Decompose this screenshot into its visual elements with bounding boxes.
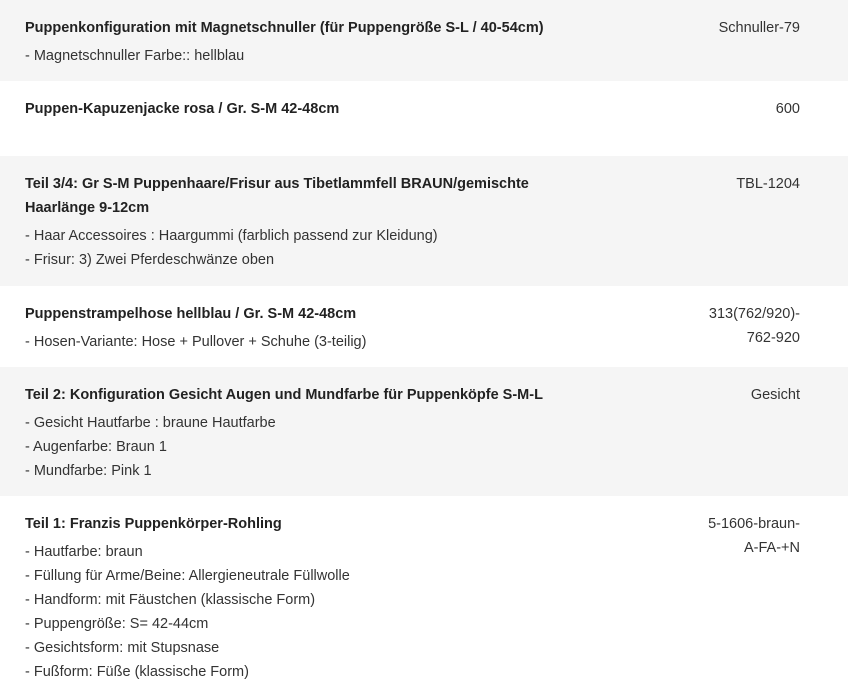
item-option: - Gesicht Hautfarbe : braune Hautfarbe bbox=[25, 415, 276, 431]
item-sku: 313(762/920)- 762-920 bbox=[708, 306, 800, 346]
item-title: Puppen-Kapuzenjacke rosa / Gr. S-M 42-48cm bbox=[25, 101, 340, 117]
item-option: - Magnetschnuller Farbe:: hellblau bbox=[25, 48, 245, 64]
item-option: - Frisur: 3) Zwei Pferdeschwänze oben bbox=[25, 252, 275, 268]
item-title: Teil 2: Konfiguration Gesicht Augen und Mundfarbe für Puppenköpfe S-M-L bbox=[25, 387, 543, 403]
item-details bbox=[25, 302, 585, 354]
item-option: - Handform: mit Fäustchen (klassische Form) bbox=[25, 592, 316, 608]
item-title: Puppenkonfiguration mit Magnetschnuller (für Puppengröße S-L / 40-54cm) bbox=[25, 20, 544, 36]
item-options bbox=[25, 411, 585, 483]
item-sku: 5-1606-braun- A-FA-+N bbox=[708, 516, 800, 556]
order-item-row bbox=[0, 81, 848, 156]
item-option: - Mundfarbe: Pink 1 bbox=[25, 463, 152, 479]
item-option: - Puppengröße: S= 42-44cm bbox=[25, 616, 209, 632]
item-details bbox=[25, 172, 585, 272]
item-option: - Haar Accessoires : Haargummi (farblich passend zur Kleidung) bbox=[25, 228, 438, 244]
item-details bbox=[25, 16, 585, 68]
item-options bbox=[25, 330, 585, 354]
item-sku: Gesicht bbox=[750, 387, 800, 403]
item-title: Teil 1: Franzis Puppenkörper-Rohling bbox=[25, 516, 282, 532]
item-title: Teil 3/4: Gr S-M Puppenhaare/Frisur aus Tibetlammfell BRAUN/gemischte Haarlänge 9-12cm bbox=[25, 176, 529, 216]
item-option: - Füllung für Arme/Beine: Allergieneutrale Füllwolle bbox=[25, 568, 350, 584]
item-sku: TBL-1204 bbox=[736, 176, 800, 192]
item-sku: 600 bbox=[775, 101, 800, 117]
order-item-row bbox=[0, 367, 848, 496]
item-options bbox=[25, 224, 585, 272]
item-options bbox=[25, 540, 585, 684]
item-details bbox=[25, 512, 585, 684]
order-item-row bbox=[0, 496, 848, 695]
item-options bbox=[25, 44, 585, 68]
item-option: - Fußform: Füße (klassische Form) bbox=[25, 664, 249, 680]
order-item-row bbox=[0, 156, 848, 286]
order-item-row bbox=[0, 0, 848, 81]
item-option: - Gesichtsform: mit Stupsnase bbox=[25, 640, 220, 656]
item-option: - Hosen-Variante: Hose + Pullover + Schuhe (3-teilig) bbox=[25, 334, 367, 350]
item-details bbox=[25, 383, 585, 483]
item-option: - Hautfarbe: braun bbox=[25, 544, 143, 560]
item-option: - Augenfarbe: Braun 1 bbox=[25, 439, 167, 455]
item-sku: Schnuller-79 bbox=[718, 20, 800, 36]
order-item-row bbox=[0, 286, 848, 367]
item-details bbox=[25, 97, 585, 121]
item-title: Puppenstrampelhose hellblau / Gr. S-M 42-48cm bbox=[25, 306, 357, 322]
